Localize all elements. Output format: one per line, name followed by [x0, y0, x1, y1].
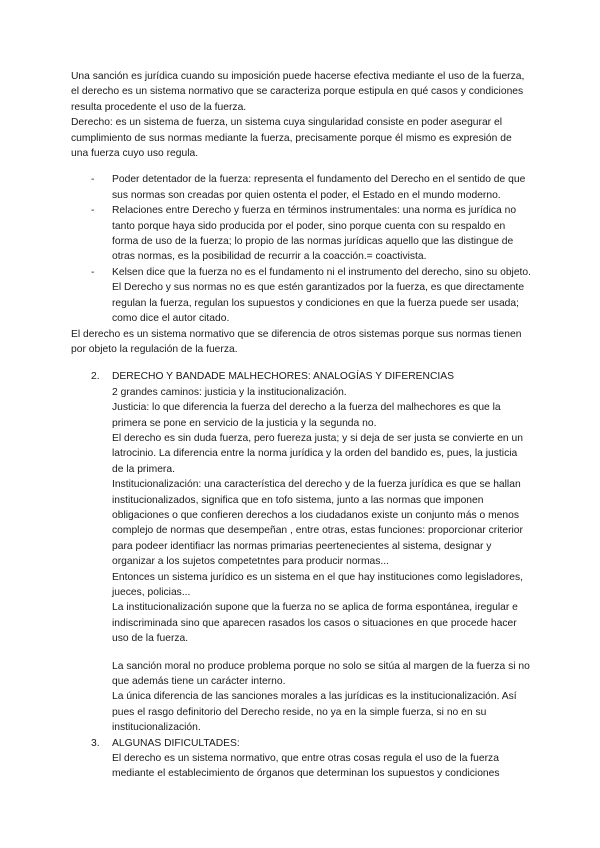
- bullet-dash: -: [91, 266, 95, 278]
- section-3-number: 3.: [91, 737, 100, 749]
- section-2-paragraph: La sanción moral no produce problema porque no solo se sitúa al margen de la fuerza si no que además tiene un carácter interno.: [112, 660, 530, 688]
- section-3: [71, 736, 531, 782]
- after-bullets-paragraph: El derecho es un sistema normativo que se diferencia de otros sistemas porque sus normas tienen por objeto la regulación de la fuerza.: [71, 328, 522, 355]
- intro-paragraph-2: Derecho: es un sistema de fuerza, un sistema cuya singularidad consiste en poder asegurar el cumplimiento de sus normas mediante la fuerza, precisamente porque él mismo es expresión de una fuerza cuyo uso regula.: [71, 117, 512, 160]
- section-2-paragraph: El derecho es sin duda fuerza, pero fuereza justa; y si deja de ser justa se convierte en un latrocinio. La diferencia entre la norma jurídica y la orden del bandido es, pues, la justicia de la primera.: [112, 432, 523, 475]
- section-3-paragraph: El derecho es un sistema normativo, que entre otras cosas regula el uso de la fuerza mediante el establecimiento de órganos que determinan los supuestos y condiciones: [112, 753, 500, 780]
- section-2-title: DERECHO Y BANDADE MALHECHORES: ANALOGÍAS Y DIFERENCIAS: [112, 371, 454, 383]
- section-3-title: ALGUNAS DIFICULTADES:: [112, 737, 240, 749]
- section-2-paragraph: La única diferencia de las sanciones morales a las jurídicas es la institucionalización. Así pues el rasgo definitorio del Derecho reside, no ya en la simple fuerza, si no en su institucionalización.: [112, 691, 517, 734]
- bullet-list: [71, 172, 531, 326]
- section-2-paragraph: Institucionalización: una característica del derecho y de la fuerza jurídica es que se hallan institucionalizados, significa que en tofo sistema, junto a las normas que imponen obligaciones o que confieren derechos a los ciudadanos existe un conjunto más o menos complejo de normas que desempeñan , entre otras, estas funciones: proporcionar criterior para podeer identifiacr las normas primarias peertenecientes al sistema, designar y organizar a los sujetos competetntes para producir normas...: [112, 479, 523, 568]
- list-item: [71, 265, 531, 327]
- bullet-text: Poder detentador de la fuerza: representa el fundamento del Derecho en el sentido de que sus normas son creadas por quien ostenta el poder, el Estado en el mundo moderno.: [112, 174, 526, 201]
- list-item: [71, 203, 531, 265]
- bullet-text: Kelsen dice que la fuerza no es el fundamento ni el instrumento del derecho, sino su objeto. El Derecho y sus normas no es que estén garantizados por la fuerza, es que directamente regulan la fuerza, regulan los supuestos y condiciones en que la fuerza puede ser usada; como dice el autor citado.: [112, 266, 532, 325]
- section-2-paragraph: La institucionalización supone que la fuerza no se aplica de forma espontánea, iregular e indiscriminada sino que aparecen rasados los casos o situaciones en que procede hacer uso de la fuerza.: [112, 602, 518, 645]
- section-2-paragraph: 2 grandes caminos: justicia y la institucionalización.: [112, 386, 347, 398]
- list-item: [71, 172, 531, 203]
- section-2-paragraph: Entonces un sistema jurídico es un sistema en el que hay instituciones como legisladores, jueces, policias...: [112, 571, 523, 598]
- bullet-dash: -: [91, 174, 95, 186]
- intro-paragraph-1: Una sanción es jurídica cuando su imposición puede hacerse efectiva mediante el uso de la fuerza, el derecho es un sistema normativo que se caracteriza porque estipula en qué casos y condiciones resulta procedente el uso de la fuerza.: [71, 71, 525, 113]
- document-body: [71, 69, 531, 782]
- bullet-text: Relaciones entre Derecho y fuerza en términos instrumentales: una norma es jurídica no tanto porque haya sido producida por el poder, sino porque cuenta con su respaldo en forma de uso de la fuerza; lo propio de las normas jurídicas aquello que las distingue de otras normas, es la posibilidad de recurrir a la coacción.= coactivista.: [112, 205, 517, 263]
- section-2-paragraph: Justicia: lo que diferencia la fuerza del derecho a la fuerza del malhechores es que la primera se pone en servicio de la justicia y la segunda no.: [112, 402, 501, 429]
- section-2-number: 2.: [91, 371, 100, 383]
- bullet-dash: -: [91, 205, 95, 217]
- section-2: [71, 369, 531, 735]
